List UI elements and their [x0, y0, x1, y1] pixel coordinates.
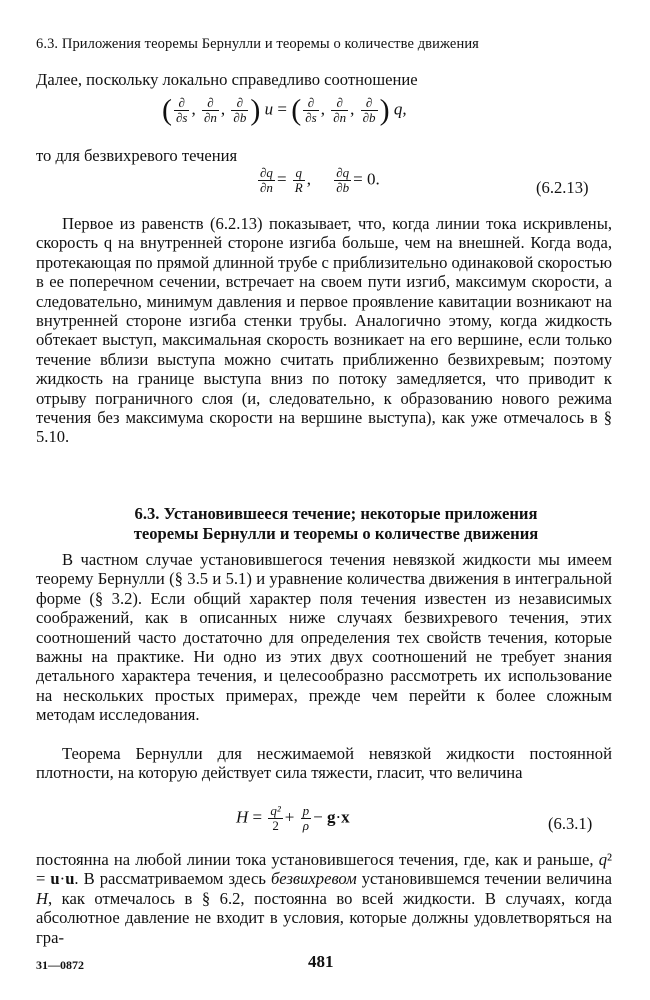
intro-line-1: Далее, поскольку локально справедливо соотношение	[36, 70, 418, 89]
paragraph-4-text-b: В рассматриваемом здесь	[83, 869, 266, 889]
printer-signature: 31—0872	[36, 958, 84, 972]
eq1-tail: q,	[393, 99, 407, 119]
paragraph-1	[36, 214, 612, 447]
section-heading-line-2: теоремы Бернулли и теоремы о количестве движения	[133, 524, 539, 543]
paragraph-4-text-d: установившемся течении величина	[361, 869, 612, 889]
paragraph-4-text-italic: безвихревом	[270, 869, 357, 889]
paragraph-4-text-a: постоянна на любой линии тока установившегося течения, где, как и раньше,	[36, 850, 594, 869]
equation-number-6-2-13: (6.2.13)	[536, 178, 589, 197]
paragraph-3	[36, 744, 612, 783]
page-number: 481	[308, 952, 334, 971]
equation-6-2-13: $\frac{\partial q}{\partial n}$ = $\frac{q}{R}$ , $\frac{\partial q}{\partial b}$ = 0.	[260, 165, 380, 195]
paragraph-4-text-e: , как отмечалось в § 6.2, постоянна во всей жидкости. В случаях, когда абсолютное давление не входит в условия, которые должны удовлетворяться на гра-	[36, 888, 612, 947]
equation-6-3-1: H = $\frac{\text{q²}}{2}$ + $\frac{p}{\rho}$ − g·x	[236, 803, 350, 833]
paragraph-3-text: Теорема Бернулли для несжимаемой невязкой жидкости постоянной плотности, на которую действует сила тяжести, гласит, что величина	[36, 744, 612, 783]
section-heading-line-1: 6.3. Установившееся течение; некоторые приложения	[134, 504, 538, 523]
intro-line-2: то для безвихревого течения	[36, 146, 238, 165]
paragraph-2	[36, 550, 612, 725]
eq2-zero: = 0.	[353, 169, 380, 189]
equation-operator-identity: ( $\frac{\partial}{\partial s}$ , $\frac{\partial}{\partial n}$ , $\frac{\partial}{\partial b}$ ) u = ( $\frac{\partial}{\partial s}$ , $\frac{\partial}{\partial n}$ , $\frac{\partial}{\partial b}$ ) q,	[162, 93, 407, 127]
equation-number-6-3-1: (6.3.1)	[548, 814, 593, 833]
paragraph-2-text: В частном случае установившегося течения невязкой жидкости мы имеем теорему Бернулли (§ 3.5 и 5.1) и уравнение количества движения в интегральной форме (§ 3.2). Если общий характер поля течения известен из независимых соображений, как в описанных ниже случаях безвихревого течения, этих соотношений часто достаточно для определения тех свойств течения, которые важны на практике. Ни одно из этих двух соотношений не требует знания детального характера течения, и целесообразно рассмотреть их использование на нескольких простых примерах, прежде чем перейти к более сложным методам исследования.	[36, 550, 612, 725]
paragraph-4: постоянна на любой линии тока установившегося течения, где, как и раньше, q² = u·u. В рассматриваемом здесь безвихревом установившемся течении величина H, как отмечалось в § 6.2, постоянна во всей жидкости. В случаях, когда абсолютное давление не входит в условия, которые должны удовлетворяться на гра-	[36, 850, 612, 947]
running-head: 6.3. Приложения теоремы Бернулли и теоремы о количестве движения	[36, 36, 479, 52]
paragraph-1-text: Первое из равенств (6.2.13) показывает, что, когда линии тока искривлены, скорость q на внутренней стороне изгиба больше, чем на внешней. Когда вода, протекающая по прямой длинной трубе с приблизительно одинаковой скоростью в ее поперечном сечении, встречает на своем пути изгиб, максимум скорости, а следовательно, минимум давления и первое проявление кавитации возникают на внутренней стороне изгиба стенки трубы. Аналогично этому, когда жидкость обтекает выступ, максимальная скорость возникает на его вершине, если только течение вблизи выступа можно считать приближенно безвихревым; поэтому жидкость на границе выступа вниз по потоку замедляется, что приводит к отрыву пограничного слоя (и, следовательно, к образованию нового режима течения без максимума скорости на вершине выступа), как уже отмечалось в § 5.10.	[36, 214, 612, 447]
